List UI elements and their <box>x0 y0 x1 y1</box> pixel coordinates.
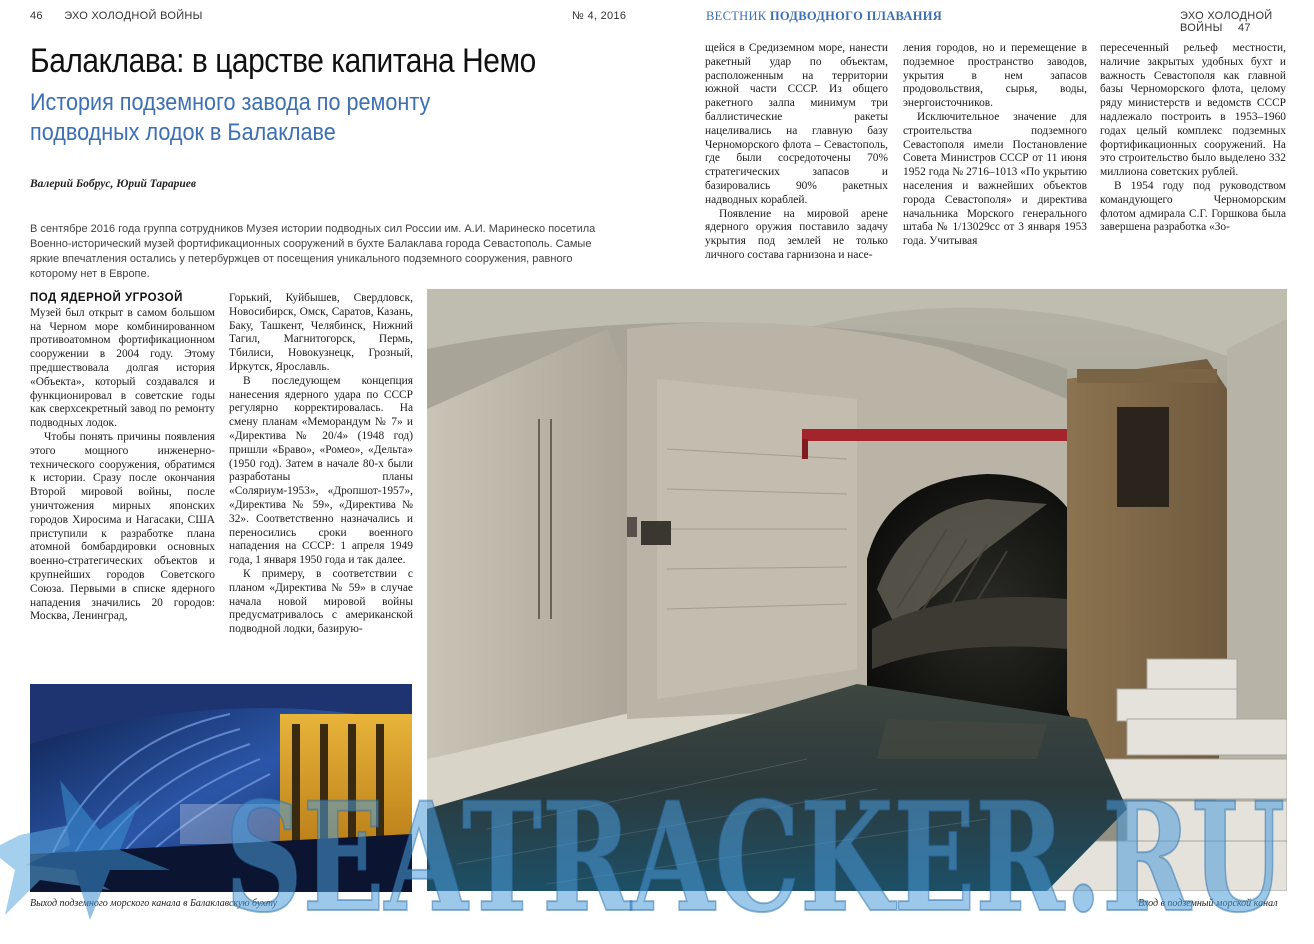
paragraph: Исключительное значение для строительства подземного Севастополя имели Постановление Совета Министров СССР от 11 июня 1952 года № 2716–1013 «По укрытию населения и важнейших объектов города Севастополя» и директива начальника Морского генерального штаба № 1/13029сс от 3 января 1953 года. Учитывая <box>903 110 1087 248</box>
text-column-5 <box>1100 42 1286 235</box>
paragraph: Горький, Куйбышев, Свердловск, Новосибирск, Омск, Саратов, Казань, Баку, Ташкент, Челябинск, Нижний Тагил, Магнитогорск, Пермь, Тбилиси, Новокузнецк, Грозный, Иркутск, Ярославль. <box>229 292 413 373</box>
text-column-2 <box>229 292 413 637</box>
paragraph: В 1954 году под руководством командующего Черноморским флотом адмирала С.Г. Горшкова была завершена разработка «Зо- <box>1100 179 1286 234</box>
text-column-4 <box>903 42 1087 249</box>
text-column-1 <box>30 292 215 624</box>
journal-name-bold: ПОДВОДНОГО ПЛАВАНИЯ <box>769 9 943 23</box>
journal-name-prefix: ВЕСТНИК <box>706 9 767 23</box>
section-name-right: ЭХО ХОЛОДНОЙ ВОЙНЫ <box>1180 10 1273 34</box>
paragraph: Музей был открыт в самом большом на Черном море комбинированном противоатомном фортификационном сооружении в 2004 году. Этому предшествовала долгая история «Объекта», который создавался и функционировал в советские годы как сверхсекретный завод по ремонту подводных лодок. <box>30 306 215 430</box>
section-name-left: ЭХО ХОЛОДНОЙ ВОЙНЫ <box>64 10 203 22</box>
running-header-left <box>30 10 203 22</box>
paragraph: Появление на мировой арене ядерного оружия поставило задачу укрытия под землей не только личного состава гарнизона и насе- <box>705 207 888 261</box>
article-authors: Валерий Бобрус, Юрий Тарариев <box>30 178 197 190</box>
paragraph: ления городов, но и перемещение в подземное пространство заводов, укрытия в нем запасов продовольствия, сырья, воды, энергоисточников. <box>903 42 1087 110</box>
svg-text:SEATRACKER.RU: SEATRACKER.RU <box>225 770 1285 930</box>
article-title: Балаклава: в царстве капитана Немо <box>30 42 536 80</box>
page-number-right: 47 <box>1237 22 1251 34</box>
article-lead: В сентябре 2016 года группа сотрудников Музея истории подводных сил России им. А.И. Маринеско посетила Военно-исторический музей фортификационных сооружений в бухте Балаклава города Севастополь. Самые яркие впечатления остались у петербуржцев от посещения уникального подземного сооружения, равного которому нет в Европе. <box>30 223 596 280</box>
issue-number: № 4, 2016 <box>572 10 627 22</box>
paragraph: К примеру, в соответствии с планом «Директива № 59» в случае начала новой мировой войны предусматривалось с американской подводной лодки, базирую- <box>229 567 413 636</box>
text-column-3 <box>705 42 888 263</box>
watermark-logo <box>0 740 1314 930</box>
paragraph: пересеченный рельеф местности, наличие закрытых удобных бухт и важность Севастополя как главной базы Черноморского флота, целому ряду министерств и ведомств СССР надлежало построить в 1953–1960 годах целый комплекс подземных фортификационных сооружений. На это строительство было выделено 332 миллиона советских рублей. <box>1100 42 1286 179</box>
page-number-left: 46 <box>30 10 43 22</box>
section-heading: ПОД ЯДЕРНОЙ УГРОЗОЙ <box>30 292 183 304</box>
article-subtitle: История подземного завода по ремонту подводных лодок в Балаклаве <box>30 89 431 146</box>
caption-main-photo: Вход в подземный морской канал <box>1138 898 1278 909</box>
caption-small-photo: Выход подземного морского канала в Балаклавскую бухту <box>30 898 278 909</box>
paragraph: В последующем концепция нанесения ядерного удара по СССР регулярно корректировалась. На смену планам «Меморандум № 7» и «Директива № 20/4» (1948 год) пришли «Браво», «Ромео», «Дельта» (1950 год). Затем в начале 80-х были разработаны планы «Соляриум-1953», «Дропшот-1957», «Директива № 59», «Директива № 32». Соответственно назначались и переносились сроки военного нападения на СССР: 1 апреля 1949 года, 1 января 1950 года и так далее. <box>229 374 413 567</box>
paragraph: Чтобы понять причины появления этого мощного инженерно-технического сооружения, обратимся к истории. Сразу после окончания Второй мировой войны, после уничтожения мирных японских городов Хиросима и Нагасаки, США приступили к разработке плана атомной бомбардировки основных военно-стратегических объектов и крупнейших городов Советского Союза. Первыми в списке ядерного нападения значились 20 городов: Москва, Ленинград, <box>30 430 215 623</box>
running-header-right <box>1180 10 1314 34</box>
paragraph: щейся в Средиземном море, нанести ракетный удар по объектам, расположенным на территории южной части СССР. Из общего ракетного залпа минимум три баллистические ракеты нацеливались на главную базу Черноморского флота – Севастополь, где были сосредоточены 70% стратегических запасов и базировались 90% ракетных надводных кораблей. <box>705 42 888 206</box>
journal-name <box>706 9 942 24</box>
